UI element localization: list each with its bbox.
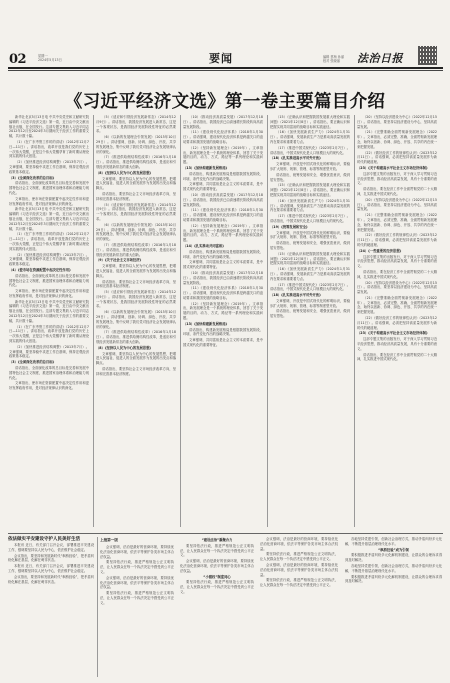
paragraph: 文章指出，使市场在资源配置中起决定性作用和更好发挥政府作用，是对经济规律认识的深化。 <box>9 381 89 391</box>
paragraph: （6）《以新的发展理念引领发展》（2015年10月29日）。讲话强调，创新、协调、绿色、开放、共享的发展理念，集中反映了我们党对经济社会发展规律认识的深化。 <box>96 222 176 242</box>
bottom-left-body <box>8 543 94 668</box>
paragraph: 讲话指出，统筹发展和安全，增强忧患意识，做到居安思危。 <box>270 172 350 182</box>
paragraph: 讲话指出，构建新发展格局是根据我国发展阶段、环境、条件变化作出的战略决策。 <box>183 249 263 259</box>
paragraph: 讲话指出，要坚持社会主义市场经济改革方向，坚持和完善基本经济制度。 <box>96 367 176 376</box>
paragraph: 会议强调，法治是最好的营商环境，要持续优化法治化营商环境，依法平等保护各类市场主体合法权益。 <box>100 545 174 559</box>
subheading: （14）《扎实推动共同富裕》 <box>183 243 226 248</box>
paragraph: （6）《以新的发展理念引领发展》（2015年10月29日）。讲话强调，创新、协调、绿色、开放、共享的发展理念，集中反映了我们党对经济社会发展规律认识的深化。 <box>96 135 176 154</box>
paragraph: 新华社北京5月13日电 中共中央党史和文献研究院编辑的《习近平经济文选》第一卷，近日由中央文献出版社出版，在全国发行。这部专题文集收入习近平同志2012年12月至2024年3月期间关于经济工作的重要文稿，共计数十篇。 <box>9 299 89 323</box>
article-headline: 《习近平经济文选》第一卷主要篇目介绍 <box>64 92 386 112</box>
subheading: “小微权”制度同心 <box>203 574 231 579</box>
paragraph: （1）《在广东考察工作时的讲话》（2012年12月7日—11日）。讲话指出，改革开放是我们党的历史上一次伟大觉醒，正是这个伟大觉醒孕育了新时期从理论到实践的伟大创造。 <box>9 324 89 344</box>
subheading: （23）《关于构建高水平社会主义市场经济体制》 <box>357 331 430 336</box>
paragraph: 要坚持依法行政，推进严格规范公正文明执法，让人民群众在每一个执法决定中感受到公平正义。 <box>260 578 338 588</box>
paragraph: （20）《坚持以经济建设为中心》（2022年12月15日）。讲话指出，要坚持以经济建设为中心，坚持高质量发展。 <box>357 197 437 212</box>
column-divider <box>354 115 355 527</box>
paragraph: 这部专题文集的出版发行，对于深入学习贯彻习近平经济思想，推动经济高质量发展，具有十分重要的意义。 <box>357 254 437 269</box>
column-divider <box>180 115 181 527</box>
subheading: （13）《加快构建新发展格局》 <box>183 165 229 170</box>
paragraph: 要积极推进矛盾纠纷多元化解机制建设，让群众的合理诉求得到及时解决。 <box>345 553 442 563</box>
subheading: （18）《扎实推进高水平对外开放》 <box>270 156 323 161</box>
subheading: （9）《关于社会主义市场经济》 <box>96 258 143 263</box>
paragraph: 文章强调，要坚持以人民为中心的发展思想，把增进人民福祉、促进人的全面发展作为发展的出发点和落脚点。 <box>96 176 176 191</box>
paragraph: 要坚持依法行政，推进严格规范公正文明执法，让人民群众在每一个执法决定中感受到公平正义。 <box>180 543 254 558</box>
bottom-mid-col-2 <box>180 537 254 675</box>
subheading: （3）《全面深化改革的总目标》 <box>9 175 56 180</box>
paragraph: （2）《加快推进经济结构调整》（2013年7月）。文章强调，要坚持稳中求进工作总基调，保持宏观经济政策基本稳定。 <box>9 160 89 174</box>
editor-line: 编辑 蔡杨 孙丽 校对 张晓丽 <box>323 55 345 63</box>
paragraph: 新华社北京5月13日电 中共中央党史和文献研究院编辑的《习近平经济文选》第一卷，近日由中央文献出版社出版，在全国发行。这部专题文集收入习近平同志2012年12月至2024年3月期间关于经济工作的重要文稿，共计数十篇。 <box>9 207 89 231</box>
paragraph: 文章强调，共同富裕是社会主义的本质要求，是中国式现代化的重要特征。 <box>183 260 263 270</box>
paragraph: （22）《做好经济工作的规律性认识》（2023年12月11日）。讲话强调，必须把坚持高质量发展作为新时代的硬道理。 <box>357 316 437 330</box>
paragraph: 讲话指出，构建新发展格局是根据我国发展阶段、环境、条件变化作出的战略决策。 <box>183 327 263 337</box>
paragraph: （7）《推进供给侧结构性改革》（2016年1月18日）。讲话指出，推进供给侧结构性改革，是适应和引领经济发展新常态的重大创新。 <box>96 330 176 345</box>
paragraph: 会议指出，要坚持和发展新时代“枫桥经验”，把矛盾纠纷化解在基层，化解在萌芽状态。 <box>8 553 94 563</box>
bottom-left-article <box>8 537 94 677</box>
paragraph: （16）《加快发展新质生产力》（2024年1月31日）。讲话强调，发展新质生产力是推动高质量发展的内在要求和重要着力点。 <box>270 130 350 144</box>
paragraph: 讲话指出，全面深化改革的总目标是完善和发展中国特色社会主义制度，推进国家治理体系和治理能力现代化。 <box>9 273 89 288</box>
column-divider <box>267 115 268 527</box>
subheading: （8）《坚持以人民为中心的发展思想》 <box>96 345 153 350</box>
paragraph: （17）《推进中国式现代化》（2023年2月7日）。讲话指出，中国式现代化是人口规模巨大的现代化。 <box>270 214 350 223</box>
paragraph: 文章强调，共同富裕是社会主义的本质要求，是中国式现代化的重要特征。 <box>183 338 263 348</box>
paragraph: （1）《在广东考察工作时的讲话》（2012年12月7日—11日）。讲话指出，改革开放是我们党的历史上一次伟大觉醒，正是这个伟大觉醒孕育了新时期从理论到实践的伟大创造。 <box>9 139 89 159</box>
subheading: “枫桥经验”成为引领 <box>378 547 409 552</box>
paragraph: 讲话指出，统筹发展和安全，增强忧患意识，做到居安思危。 <box>270 241 350 250</box>
paragraph: 会议强调，法治是最好的营商环境，要持续优化法治化营商环境，依法平等保护各类市场主体合法权益。 <box>260 537 338 551</box>
paragraph: （10）《推动经济高质量发展》（2017年12月18日）。讲话指出，我国经济已由高速增长阶段转向高质量发展阶段。 <box>183 270 263 285</box>
paragraph: 本报讯 近日，有关部门召开会议，部署推进平安建设工作，强调要坚持以人民为中心，依法维护社会稳定。 <box>8 564 94 573</box>
paragraph: 要坚持依法行政，推进严格规范公正文明执法，让人民群众在每一个执法决定中感受到公平正义。 <box>260 552 338 562</box>
article-column-5 <box>357 115 437 527</box>
bottom-mid-col-3 <box>260 537 338 675</box>
paragraph: （21）《完整准确全面贯彻新发展理念》（2022年）。文章指出，必须完整、准确、全面贯彻新发展理念，始终以创新、协调、绿色、开放、共享的内在统一来把握发展。 <box>357 130 437 149</box>
bottom-mid-title: 上接第一版 <box>100 538 118 542</box>
subheading: （24）《一些重要的经济思想》 <box>357 248 403 253</box>
article-column-3 <box>183 115 263 527</box>
paragraph: 文章强调，要坚持以人民为中心的发展思想，把增进人民福祉、促进人的全面发展作为发展的出发点和落脚点。 <box>96 351 176 366</box>
paragraph: （12）《坚持新发展理念》（2019年）。文章指出，新发展理念是一个系统的理论体系，回答了关于发展的目的、动力、方式、路径等一系列理论和实践问题。 <box>183 145 263 165</box>
article-column-1 <box>9 115 89 527</box>
paragraph: （21）《完整准确全面贯彻新发展理念》（2022年）。文章指出，必须完整、准确、全面贯彻新发展理念，始终以创新、协调、绿色、开放、共享的内在统一来把握发展。 <box>357 295 437 315</box>
paragraph: 讲话指出，要在经济工作中全面贯彻党的二十大精神，扎实推进中国式现代化。 <box>357 352 437 362</box>
paragraph: 讲话指出，要在经济工作中全面贯彻党的二十大精神，扎实推进中国式现代化。 <box>357 269 437 279</box>
paragraph: （5）《适应和引领经济发展新常态》（2014年12月9日）。讲话指出，我国经济发展进入新常态，这是一个客观状态，是我国经济发展阶段性特征的必然要求。 <box>96 202 176 221</box>
paragraph: （7）《推进供给侧结构性改革》（2016年1月18日）。讲话指出，推进供给侧结构性改革，是适应和引领经济发展新常态的重大创新。 <box>96 242 176 257</box>
paragraph: 讲话指出，要在经济工作中全面贯彻党的二十大精神，扎实推进中国式现代化。 <box>357 187 437 196</box>
article-column-4 <box>270 115 350 527</box>
paragraph: 这部专题文集的出版发行，对于深入学习贯彻习近平经济思想，推动经济高质量发展，具有十分重要的意义。 <box>357 171 437 186</box>
paragraph: （12）《坚持新发展理念》（2019年）。文章指出，新发展理念是一个系统的理论体系，回答了关于发展的目的、动力、方式、路径等一系列理论和实践问题。 <box>183 301 263 321</box>
paragraph: 讲话指出，要坚持社会主义市场经济改革方向，坚持和完善基本经济制度。 <box>96 279 176 289</box>
subheading: （8）《坚持以人民为中心的发展思想》 <box>96 170 153 175</box>
subheading: （19）《统筹发展和安全》 <box>270 224 310 229</box>
paragraph: 文章强调，开放是中国式现代化的鲜明标识，要稳步扩大规则、规制、管理、标准等制度型开放。 <box>270 230 350 240</box>
subheading: （4）《使市场在资源配置中起决定性作用》 <box>9 267 73 272</box>
page-number: 02 <box>9 52 27 67</box>
paragraph: （21）《完整准确全面贯彻新发展理念》（2022年）。文章指出，必须完整、准确、全面贯彻新发展理念，始终以创新、协调、绿色、开放、共享的内在统一来把握发展。 <box>357 213 437 232</box>
paragraph: （2）《加快推进经济结构调整》（2013年7月）。文章强调，要坚持稳中求进工作总基调，保持宏观经济政策基本稳定。 <box>9 252 89 267</box>
bottom-mid-col-1 <box>100 545 174 675</box>
paragraph: （20）《坚持以经济建设为中心》（2022年12月15日）。讲话指出，要坚持以经济建设为中心，坚持高质量发展。 <box>357 115 437 129</box>
paragraph: （11）《建设现代化经济体系》（2018年1月30日）。讲话强调，建设现代化经济体系是跨越关口的迫切要求和我国发展的战略目标。 <box>183 130 263 144</box>
paragraph: （10）《推动经济高质量发展》（2017年12月18日）。讲话指出，我国经济已由高速增长阶段转向高质量发展阶段。 <box>183 115 263 129</box>
paragraph: 会议强调，法治是最好的营商环境，要持续优化法治化营商环境，依法平等保护各类市场主体合法权益。 <box>100 575 174 590</box>
paragraph: 各地坚持党建引领，创新社会治理方式，推动矛盾纠纷多元化解，不断提升基层治理现代化水平。 <box>345 563 442 573</box>
paragraph: 会议强调，法治是最好的营商环境，要持续优化法治化营商环境，依法平等保护各类市场主体合法权益。 <box>260 562 338 577</box>
subheading: （23）《关于构建高水平社会主义市场经济体制》 <box>357 165 430 170</box>
paragraph: 讲话指出，全面深化改革的总目标是完善和发展中国特色社会主义制度，推进国家治理体系和治理能力现代化。 <box>9 366 89 380</box>
masthead-rule-thin <box>8 70 443 71</box>
paragraph: （10）《推动经济高质量发展》（2017年12月18日）。讲话指出，我国经济已由高速增长阶段转向高质量发展阶段。 <box>183 192 263 207</box>
paragraph: 要坚持依法行政，推进严格规范公正文明执法，让人民群众在每一个执法决定中感受到公平正义。 <box>100 560 174 574</box>
paragraph: （11）《建设现代化经济体系》（2018年1月30日）。讲话强调，建设现代化经济体系是跨越关口的迫切要求和我国发展的战略目标。 <box>183 286 263 300</box>
paragraph: （11）《建设现代化经济体系》（2018年1月30日）。讲话强调，建设现代化经济体系是跨越关口的迫切要求和我国发展的战略目标。 <box>183 208 263 222</box>
paragraph: 要积极推进矛盾纠纷多元化解机制建设，让群众的合理诉求得到及时解决。 <box>345 574 442 584</box>
paragraph: 要坚持依法行政，推进严格规范公正文明执法，让人民群众在每一个执法决定中感受到公平正义。 <box>100 591 174 605</box>
column-divider <box>97 537 98 677</box>
paragraph: （17）《推进中国式现代化》（2023年2月7日）。讲话指出，中国式现代化是人口规模巨大的现代化。 <box>270 145 350 155</box>
paragraph: （15）《正确认识和把握我国发展重大理论和实践问题》（2021年12月8日）。讲话指出，要正确认识和把握实现共同富裕的战略目标和实践途径。 <box>270 115 350 129</box>
date-line: 星期一 2024年5月13日 <box>38 54 62 62</box>
paragraph: （5）《适应和引领经济发展新常态》（2014年12月9日）。讲话指出，我国经济发展进入新常态，这是一个客观状态，是我国经济发展阶段性特征的必然要求。 <box>96 115 176 134</box>
paragraph: 讲话指出，构建新发展格局是根据我国发展阶段、环境、条件变化作出的战略决策。 <box>183 171 263 181</box>
paragraph: 会议强调，法治是最好的营商环境，要持续优化法治化营商环境，依法平等保护各类市场主体合法权益。 <box>180 559 254 573</box>
paragraph: （22）《做好经济工作的规律性认识》（2023年12月11日）。讲话强调，必须把坚持高质量发展作为新时代的硬道理。 <box>357 233 437 247</box>
paragraph: 要坚持依法行政，推进严格规范公正文明执法，让人民群众在每一个执法决定中感受到公平正义。 <box>180 580 254 594</box>
paragraph: 文章强调，开放是中国式现代化的鲜明标识，要稳步扩大规则、规制、管理、标准等制度型开放。 <box>270 298 350 308</box>
paragraph: 文章强调，共同富裕是社会主义的本质要求，是中国式现代化的重要特征。 <box>183 182 263 192</box>
paragraph: （20）《坚持以经济建设为中心》（2022年12月15日）。讲话指出，要坚持以经济建设为中心，坚持高质量发展。 <box>357 280 437 295</box>
masthead <box>0 0 450 75</box>
paragraph: （6）《以新的发展理念引领发展》（2015年10月29日）。讲话强调，创新、协调、绿色、开放、共享的发展理念，集中反映了我们党对经济社会发展规律认识的深化。 <box>96 310 176 329</box>
bottom-right-article <box>345 537 442 677</box>
paragraph: （15）《正确认识和把握我国发展重大理论和实践问题》（2021年12月8日）。讲话指出，要正确认识和把握实现共同富裕的战略目标和实践途径。 <box>270 183 350 197</box>
bottom-divider <box>8 533 443 534</box>
subheading: （3）《全面深化改革的总目标》 <box>9 360 56 365</box>
masthead-rule <box>8 67 443 69</box>
paragraph: 本报讯 近日，有关部门召开会议，部署推进平安建设工作，强调要坚持以人民为中心，依法维护社会稳定。 <box>8 543 94 552</box>
qr-code-icon <box>418 46 437 65</box>
article-column-2 <box>96 115 176 527</box>
paragraph: 讲话指出，全面深化改革的总目标是完善和发展中国特色社会主义制度，推进国家治理体系和治理能力现代化。 <box>9 181 89 195</box>
paragraph: （12）《坚持新发展理念》（2019年）。文章指出，新发展理念是一个系统的理论体系，回答了关于发展的目的、动力、方式、路径等一系列理论和实践问题。 <box>183 223 263 243</box>
paragraph: 新华社北京5月13日电 中共中央党史和文献研究院编辑的《习近平经济文选》第一卷，近日由中央文献出版社出版，在全国发行。这部专题文集收入习近平同志2012年12月至2024年3月期间关于经济工作的重要文稿，共计数十篇。 <box>9 115 89 139</box>
subheading: （13）《加快构建新发展格局》 <box>183 321 229 326</box>
paragraph: 会议指出，要坚持和发展新时代“枫桥经验”，把矛盾纠纷化解在基层，化解在萌芽状态。 <box>8 574 94 584</box>
paragraph: （22）《做好经济工作的规律性认识》（2023年12月11日）。讲话强调，必须把坚持高质量发展作为新时代的硬道理。 <box>357 150 437 165</box>
paragraph: （1）《在广东考察工作时的讲话》（2012年12月7日—11日）。讲话指出，改革开放是我们党的历史上一次伟大觉醒，正是这个伟大觉醒孕育了新时期从理论到实践的伟大创造。 <box>9 232 89 251</box>
paragraph: 各地坚持党建引领，创新社会治理方式，推动矛盾纠纷多元化解，不断提升基层治理现代化水平。 <box>345 537 442 546</box>
column-divider <box>93 115 94 527</box>
paragraph: 文章指出，使市场在资源配置中起决定性作用和更好发挥政府作用，是对经济规律认识的深化。 <box>9 289 89 298</box>
paragraph: 文章强调，开放是中国式现代化的鲜明标识，要稳步扩大规则、规制、管理、标准等制度型开放。 <box>270 162 350 171</box>
paragraph: 文章指出，使市场在资源配置中起决定性作用和更好发挥政府作用，是对经济规律认识的深化。 <box>9 196 89 206</box>
paragraph: （2）《加快推进经济结构调整》（2013年7月）。文章强调，要坚持稳中求进工作总基调，保持宏观经济政策基本稳定。 <box>9 344 89 359</box>
bottom-right-body <box>345 537 442 675</box>
section-title: 要闻 <box>209 52 233 65</box>
paragraph: （5）《适应和引领经济发展新常态》（2014年12月9日）。讲话指出，我国经济发展进入新常态，这是一个客观状态，是我国经济发展阶段性特征的必然要求。 <box>96 290 176 309</box>
paragraph: （17）《推进中国式现代化》（2023年2月7日）。讲话指出，中国式现代化是人口规模巨大的现代化。 <box>270 282 350 292</box>
paragraph: （16）《加快发展新质生产力》（2024年1月31日）。讲话强调，发展新质生产力是推动高质量发展的内在要求和重要着力点。 <box>270 267 350 281</box>
paragraph: （16）《加快发展新质生产力》（2024年1月31日）。讲话强调，发展新质生产力是推动高质量发展的内在要求和重要着力点。 <box>270 198 350 213</box>
subheading: （18）《扎实推进高水平对外开放》 <box>270 293 323 298</box>
paragraph: 讲话指出，要坚持社会主义市场经济改革方向，坚持和完善基本经济制度。 <box>96 191 176 201</box>
subheading: “建设法治”凝聚合力 <box>201 538 233 542</box>
paragraph: 讲话指出，统筹发展和安全，增强忧患意识，做到居安思危。 <box>270 309 350 319</box>
bottom-left-title: 依法做实平安建设守护人民美好生活 <box>8 537 80 542</box>
paragraph: 这部专题文集的出版发行，对于深入学习贯彻习近平经济思想，推动经济高质量发展，具有十分重要的意义。 <box>357 337 437 351</box>
bottom-mid-article <box>100 537 340 677</box>
paragraph: 文章强调，要坚持以人民为中心的发展思想，把增进人民福祉、促进人的全面发展作为发展的出发点和落脚点。 <box>96 264 176 278</box>
paper-name-logo: 法治日报 <box>357 52 403 65</box>
paragraph: （15）《正确认识和把握我国发展重大理论和实践问题》（2021年12月8日）。讲话指出，要正确认识和把握实现共同富裕的战略目标和实践途径。 <box>270 251 350 266</box>
paragraph: （7）《推进供给侧结构性改革》（2016年1月18日）。讲话指出，推进供给侧结构性改革，是适应和引领经济发展新常态的重大创新。 <box>96 155 176 169</box>
